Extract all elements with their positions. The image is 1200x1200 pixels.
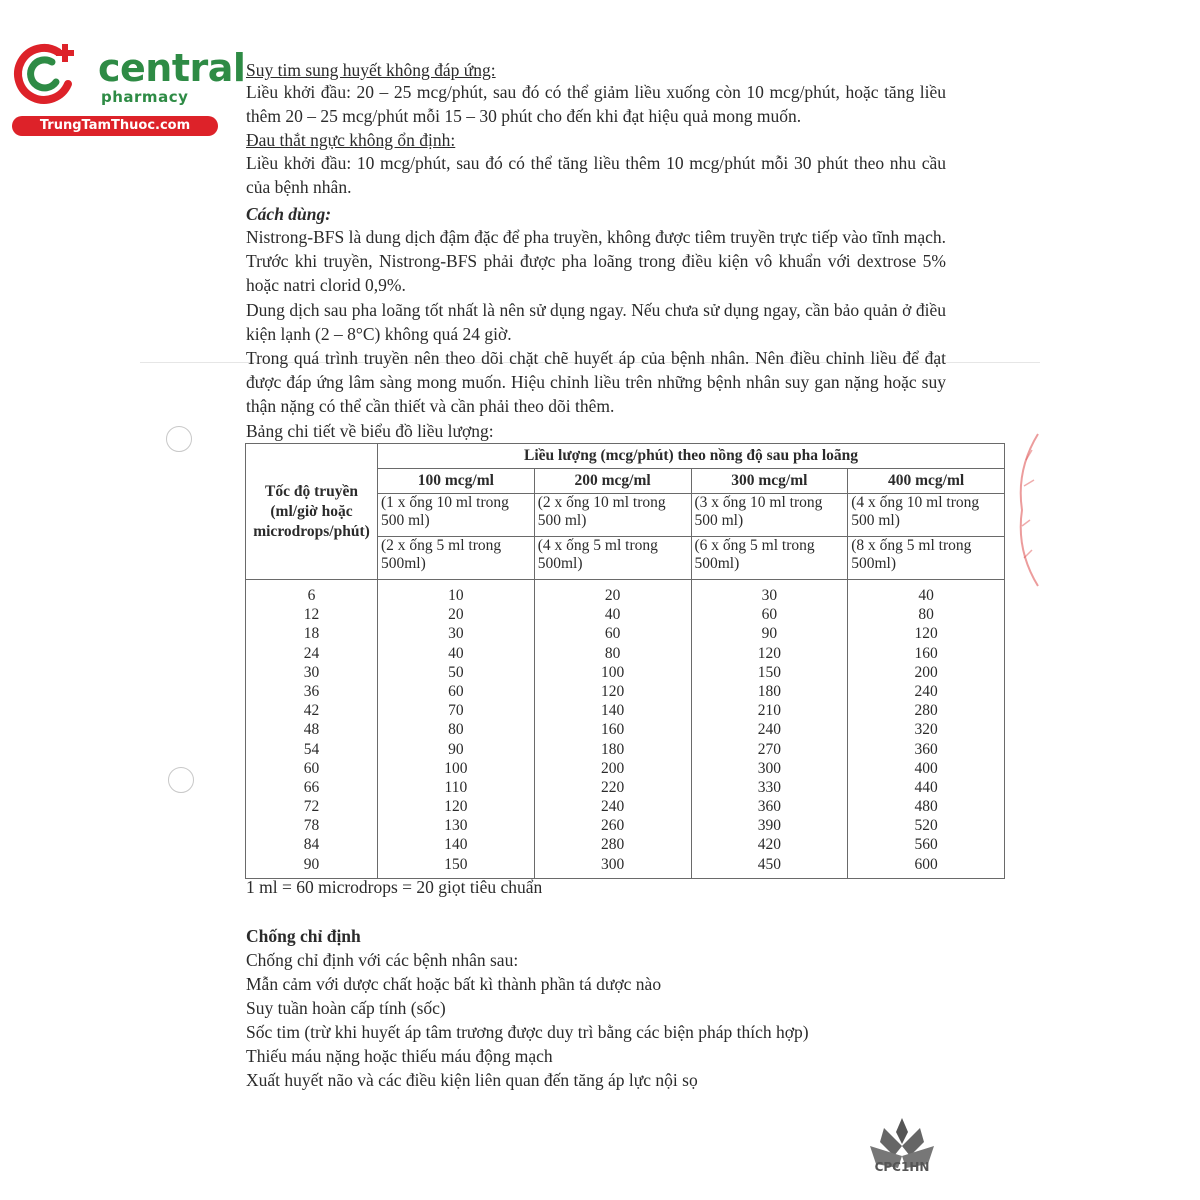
table-caption: Bảng chi tiết về biểu đồ liều lượng: xyxy=(246,421,494,441)
angina-text: Liều khởi đầu: 10 mcg/phút, sau đó có thể tăng liều thêm 10 mcg/phút mỗi 30 phút theo nhu cầu của bệnh nhân. xyxy=(246,153,946,197)
table-cell: 320 xyxy=(914,721,938,739)
table-cell: 400 xyxy=(914,759,938,777)
ampoule-10ml-note: (4 x ống 10 ml trong 500 ml) xyxy=(848,494,1005,537)
contra-item: Xuất huyết não và các điều kiện liên quan đến tăng áp lực nội sọ xyxy=(246,1070,698,1090)
contra-intro: Chống chỉ định với các bệnh nhân sau: xyxy=(246,950,519,970)
concentration-header: 300 mcg/ml xyxy=(691,469,848,494)
usage-paragraph-3: Trong quá trình truyền nên theo dõi chặt chẽ huyết áp của bệnh nhân. Nên điều chỉnh liều để đạt được đáp ứng lâm sàng mong muốn. Hiệu chỉnh liều trên những bệnh nhân suy gan nặng hoặc suy thận nặng có thể cần thiết và cần phải theo dõi thêm. xyxy=(246,348,946,416)
table-cell: 520 xyxy=(914,817,938,835)
table-cell: 90 xyxy=(303,855,320,873)
table-cell: 60 xyxy=(448,682,464,700)
table-cell: 100 xyxy=(601,663,625,681)
table-cell: 360 xyxy=(757,798,781,816)
table-cell: 40 xyxy=(918,587,934,604)
heart-failure-text: Liều khởi đầu: 20 – 25 mcg/phút, sau đó có thể giảm liều xuống còn 10 mcg/phút, hoặc tăng liều thêm 20 – 25 mcg/phút mỗi 15 – 30 phút cho đến khi đạt hiệu quả mong muốn. xyxy=(246,82,946,126)
table-cell: 120 xyxy=(757,644,781,662)
ampoule-5ml-note: (8 x ống 5 ml trong 500ml) xyxy=(848,537,1005,580)
table-cell: 260 xyxy=(601,817,625,835)
table-cell: 420 xyxy=(757,836,781,854)
table-cell: 80 xyxy=(918,606,934,624)
table-cell: 120 xyxy=(601,682,625,700)
cpc1hn-logo-text: CPC1HN xyxy=(874,1160,930,1174)
table-cell: 300 xyxy=(601,855,625,873)
table-group-header: Liều lượng (mcg/phút) theo nồng độ sau pha loãng xyxy=(378,444,1005,469)
table-cell: 84 xyxy=(303,836,320,854)
ampoule-5ml-note: (6 x ống 5 ml trong 500ml) xyxy=(691,537,848,580)
table-cell: 480 xyxy=(914,798,938,816)
table-cell: 60 xyxy=(303,759,320,777)
table-cell: 160 xyxy=(914,644,938,662)
table-cell: 210 xyxy=(757,702,781,720)
table-cell: 150 xyxy=(757,663,781,681)
table-cell: 240 xyxy=(757,721,781,739)
table-cell: 300 xyxy=(757,759,781,777)
dosage-table xyxy=(245,443,1005,879)
table-cell: 120 xyxy=(444,798,468,816)
table-row-header: Tốc độ truyền (ml/giờ hoặc microdrops/phút) xyxy=(246,444,378,580)
table-cell: 450 xyxy=(757,855,781,873)
table-cell: 90 xyxy=(448,740,464,758)
punch-hole xyxy=(168,767,194,793)
ampoule-10ml-note: (3 x ống 10 ml trong 500 ml) xyxy=(691,494,848,537)
ampoule-10ml-note: (2 x ống 10 ml trong 500 ml) xyxy=(534,494,691,537)
contra-item: Thiếu máu nặng hoặc thiếu máu động mạch xyxy=(246,1046,553,1066)
heart-failure-title: Suy tim sung huyết không đáp ứng: xyxy=(246,60,496,80)
table-cell: 60 xyxy=(604,625,621,643)
table-cell: 10 xyxy=(448,587,464,604)
logo-sub-text: pharmacy xyxy=(101,88,189,106)
table-cell: 30 xyxy=(448,625,464,643)
usage-paragraph-1: Nistrong-BFS là dung dịch đậm đặc để pha truyền, không được tiêm truyền trực tiếp vào tĩnh mạch. Trước khi truyền, Nistrong-BFS phải được pha loãng trong điều kiện vô khuẩn với dextrose 5% hoặc natri clorid 0,9%. xyxy=(246,227,946,295)
ampoule-10ml-note: (1 x ống 10 ml trong 500 ml) xyxy=(378,494,535,537)
usage-paragraph-2: Dung dịch sau pha loãng tốt nhất là nên sử dụng ngay. Nếu chưa sử dụng ngay, cần bảo quản ở điều kiện lạnh (2 – 8°C) không quá 24 giờ. xyxy=(246,300,946,344)
table-cell: 6 xyxy=(307,587,316,604)
table-cell: 280 xyxy=(914,702,938,720)
dose-column-400 xyxy=(848,580,1005,879)
table-cell: 30 xyxy=(303,663,320,681)
table-cell: 360 xyxy=(914,740,938,758)
table-cell: 140 xyxy=(444,836,468,854)
table-footnote: 1 ml = 60 microdrops = 20 giọt tiêu chuẩn xyxy=(246,877,543,897)
table-cell: 180 xyxy=(757,682,781,700)
logo-c-cross-icon xyxy=(10,38,80,108)
usage-title: Cách dùng: xyxy=(246,204,332,224)
table-cell: 160 xyxy=(601,721,625,739)
contra-item: Suy tuần hoàn cấp tính (sốc) xyxy=(246,998,446,1018)
table-cell: 240 xyxy=(601,798,625,816)
table-cell: 560 xyxy=(914,836,938,854)
dose-column-100 xyxy=(378,580,535,879)
ampoule-5ml-note: (4 x ống 5 ml trong 500ml) xyxy=(534,537,691,580)
table-cell: 80 xyxy=(604,644,621,662)
table-cell: 180 xyxy=(601,740,625,758)
table-cell: 72 xyxy=(303,798,320,816)
dose-column-300 xyxy=(691,580,848,879)
table-cell: 30 xyxy=(761,587,778,604)
table-cell: 50 xyxy=(448,663,464,681)
table-cell: 330 xyxy=(757,778,781,796)
logo-brand-text: central xyxy=(98,46,246,90)
contra-title: Chống chỉ định xyxy=(246,926,361,946)
table-cell: 240 xyxy=(914,682,938,700)
rate-column xyxy=(246,580,378,879)
table-cell: 78 xyxy=(303,817,320,835)
concentration-header: 200 mcg/ml xyxy=(534,469,691,494)
table-cell: 80 xyxy=(448,721,464,739)
table-cell: 54 xyxy=(303,740,320,758)
table-cell: 440 xyxy=(914,778,938,796)
table-cell: 200 xyxy=(601,759,625,777)
table-cell: 220 xyxy=(601,778,625,796)
table-cell: 110 xyxy=(444,778,468,796)
angina-title: Đau thắt ngực không ổn định: xyxy=(246,130,456,150)
table-cell: 20 xyxy=(604,587,621,604)
table-cell: 42 xyxy=(303,702,320,720)
table-cell: 600 xyxy=(914,855,938,873)
table-cell: 24 xyxy=(303,644,320,662)
table-cell: 150 xyxy=(444,855,468,873)
table-cell: 390 xyxy=(757,817,781,835)
punch-hole xyxy=(166,426,192,452)
table-cell: 48 xyxy=(303,721,320,739)
table-cell: 90 xyxy=(761,625,778,643)
central-pharmacy-logo xyxy=(10,36,246,136)
table-cell: 120 xyxy=(914,625,938,643)
table-cell: 270 xyxy=(757,740,781,758)
ampoule-5ml-note: (2 x ống 5 ml trong 500ml) xyxy=(378,537,535,580)
table-cell: 200 xyxy=(914,663,938,681)
table-cell: 130 xyxy=(444,817,468,835)
concentration-header: 400 mcg/ml xyxy=(848,469,1005,494)
table-cell: 280 xyxy=(601,836,625,854)
contra-item: Mẫn cảm với dược chất hoặc bất kì thành phần tá dược nào xyxy=(246,974,662,994)
table-cell: 70 xyxy=(448,702,464,720)
stamp-mark xyxy=(1012,430,1040,590)
dose-column-200 xyxy=(534,580,691,879)
logo-site-band: TrungTamThuoc.com xyxy=(12,116,218,136)
table-cell: 18 xyxy=(303,625,320,643)
table-cell: 60 xyxy=(761,606,778,624)
table-cell: 100 xyxy=(444,759,468,777)
table-cell: 40 xyxy=(604,606,621,624)
table-cell: 36 xyxy=(303,682,320,700)
table-cell: 140 xyxy=(601,702,625,720)
table-cell: 40 xyxy=(448,644,464,662)
table-cell: 20 xyxy=(448,606,464,624)
concentration-header: 100 mcg/ml xyxy=(378,469,535,494)
table-cell: 12 xyxy=(303,606,320,624)
table-cell: 66 xyxy=(303,778,320,796)
contra-item: Sốc tim (trừ khi huyết áp tâm trương được duy trì bằng các biện pháp thích hợp) xyxy=(246,1022,809,1042)
